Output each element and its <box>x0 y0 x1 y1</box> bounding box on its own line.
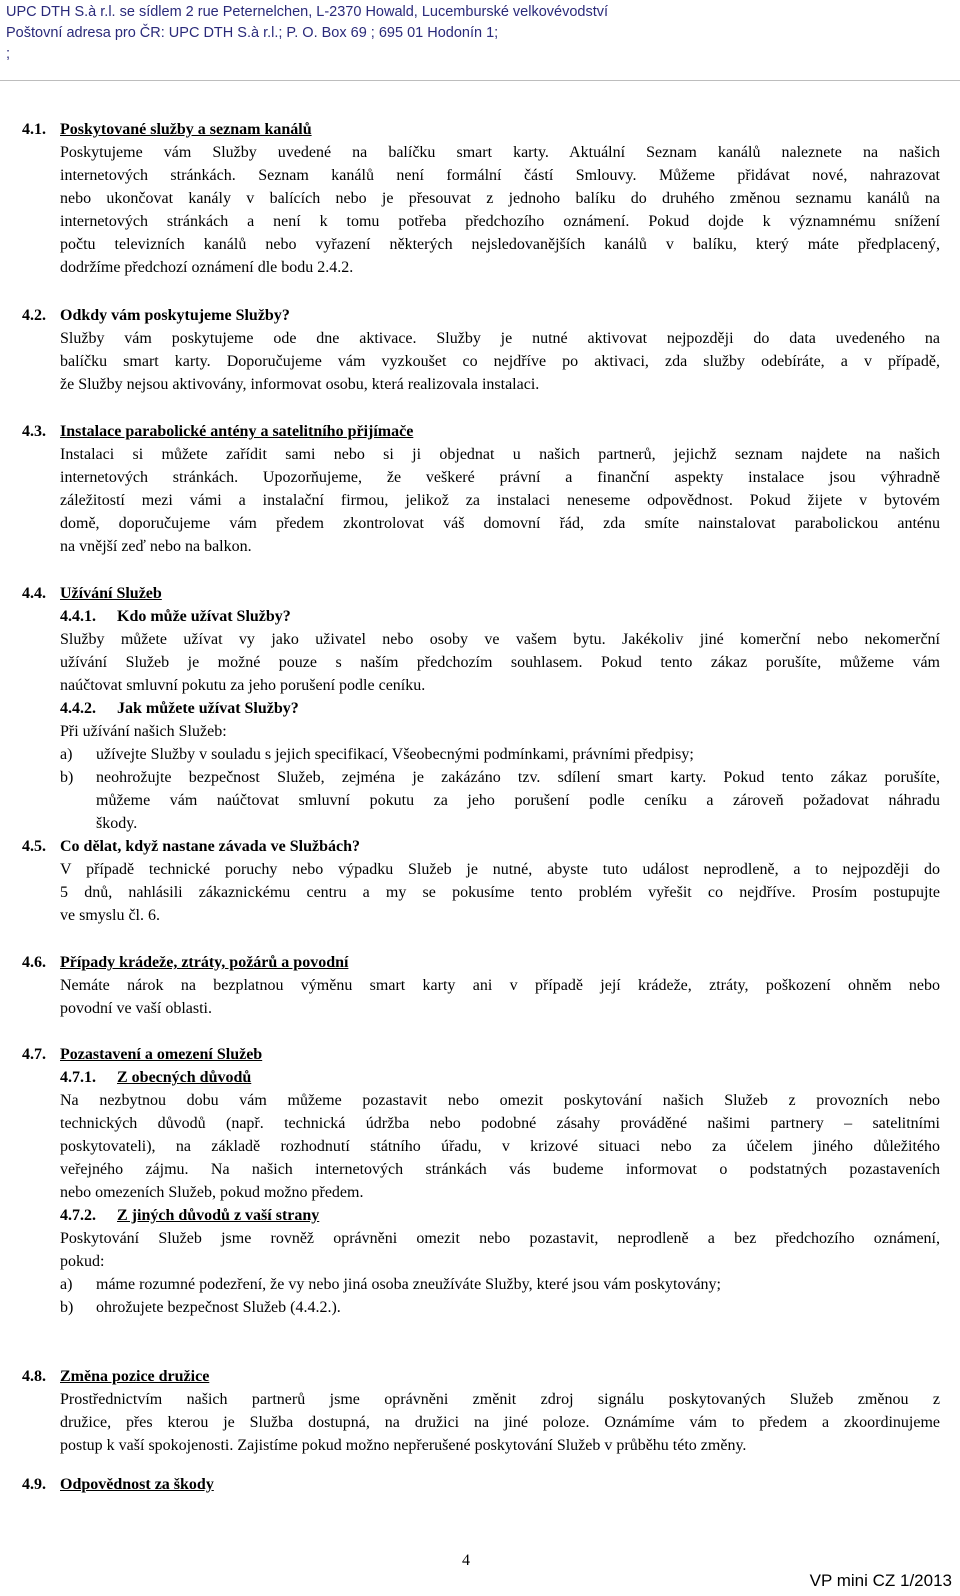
text-line: Prostřednictvím našich partnerů jsme oprávněni změnit zdroj signálu poskytovaných Služeb změnou z <box>60 1391 940 1408</box>
section-4-4-2-number: 4.4.2. <box>60 700 96 717</box>
list-item-a: máme rozumné podezření, že vy nebo jiná osoba zneužíváte Služby, které jsou vám poskytovány; <box>96 1276 721 1293</box>
text-line: internetových stránkách a není k tomu potřeba předchozího oznámení. Pokud dojde k významnému snížení <box>60 213 940 230</box>
section-4-7-title: Pozastavení a omezení Služeb <box>60 1046 263 1063</box>
section-4-6-number: 4.6. <box>22 954 46 971</box>
text-line: Služby vám poskytujeme ode dne aktivace. Služby je nutné aktivovat nejpozději do data uvedeného na <box>60 330 940 347</box>
section-4-2-body <box>60 327 940 396</box>
section-4-5-number: 4.5. <box>22 838 46 855</box>
section-4-1-number: 4.1. <box>22 121 46 138</box>
list-label-a: a) <box>60 746 73 763</box>
section-4-3-body <box>60 443 940 558</box>
section-4-7-1-body <box>60 1089 940 1204</box>
text-line: neohrožujte bezpečnost Služeb, zejména je zakázáno tzv. sdílení smart karty. Pokud tento zákaz porušíte, <box>96 769 940 786</box>
document-code: VP mini CZ 1/2013 <box>809 1571 952 1590</box>
text-line: Poskytování Služeb jsme rovněž oprávněni omezit nebo pozastavit, neprodleně a bez předchozího oznámení, <box>60 1230 940 1247</box>
section-4-7-2-body <box>60 1227 940 1273</box>
section-4-4-1-number: 4.4.1. <box>60 608 96 625</box>
section-4-5-title: Co dělat, když nastane závada ve Službách? <box>60 838 361 855</box>
section-4-1-title: Poskytované služby a seznam kanálů <box>60 121 312 138</box>
section-4-4-2-intro: Při užívání našich Služeb: <box>60 723 227 740</box>
section-4-6-body <box>60 974 940 1020</box>
text-line: poskytovateli), na základě rozhodnutí státního úřadu, v krizové situaci nebo za účelem jiného důležitého <box>60 1138 940 1155</box>
text-line: Instalaci si můžete zařídit sami nebo si ji objednat u našich partnerů, jejichž seznam najdete na našich <box>60 446 940 463</box>
list-label-a: a) <box>60 1276 73 1293</box>
section-4-8-title: Změna pozice družice <box>60 1368 210 1385</box>
section-4-4-2-title: Jak můžete užívat Služby? <box>117 700 299 717</box>
section-4-8-number: 4.8. <box>22 1368 46 1385</box>
section-4-4-1-title: Kdo může užívat Služby? <box>117 608 291 625</box>
section-4-7-number: 4.7. <box>22 1046 46 1063</box>
text-line: Poskytujeme vám Služby uvedené na balíčku smart karty. Aktuální Seznam kanálů naleznete na našich <box>60 144 940 161</box>
section-4-5-body <box>60 858 940 927</box>
text-line: V případě technické poruchy nebo výpadku Služeb je nutné, abyste tuto událost neprodleně, a to nejpozději do <box>60 861 940 878</box>
text-line: dodržíme předchozí oznámení dle bodu 2.4.2. <box>60 259 354 276</box>
text-line: 5 dnů, nahlásili zákaznickému centru a my se pokusíme tento problém vyřešit co nejdříve. Prosím postupujte <box>60 884 940 901</box>
section-4-6-title: Případy krádeže, ztráty, požárů a povodní <box>60 954 349 971</box>
text-line: nebo ukončovat kanály v balících nebo je přesouvat z jednoho balíku do druhého změnou seznamu kanálů na <box>60 190 940 207</box>
section-4-2-number: 4.2. <box>22 307 46 324</box>
section-4-7-1-title: Z obecných důvodů <box>117 1069 252 1086</box>
list-item-b <box>96 766 940 835</box>
list-label-b: b) <box>60 769 74 786</box>
section-4-4-title: Užívání Služeb <box>60 585 162 602</box>
text-line: užívání Služeb je možné pouze s naším předchozím souhlasem. Pokud tento zákaz porušíte, můžeme vám <box>60 654 940 671</box>
section-4-3-number: 4.3. <box>22 423 46 440</box>
text-line: balíčku smart karty. Doporučujeme vám vyzkoušet co nejdříve po aktivaci, zda služby odebíráte, a v případě, <box>60 353 940 370</box>
text-line: Služby můžete užívat vy jako uživatel nebo osoby ve vašem bytu. Jakékoliv jiné komerční nebo nekomerční <box>60 631 940 648</box>
text-line: internetových stránkách. Seznam kanálů není formální částí Smlouvy. Můžeme přidávat nové, nahrazovat <box>60 167 940 184</box>
page-number: 4 <box>462 1552 470 1569</box>
header-postal-line: Poštovní adresa pro ČR: UPC DTH S.à r.l.; P. O. Box 69 ; 695 01 Hodonín 1; <box>6 25 499 41</box>
text-line: nebo omezeních Služeb, pokud možno předem. <box>60 1184 364 1201</box>
text-line: Na nezbytnou dobu vám můžeme pozastavit nebo omezit poskytování našich Služeb z provozních nebo <box>60 1092 940 1109</box>
text-line: že Služby nejsou aktivovány, informovat osobu, která realizovala instalaci. <box>60 376 540 393</box>
text-line: naúčtovat smluvní pokutu za jeho porušení podle ceníku. <box>60 677 426 694</box>
text-line: povodní ve vaší oblasti. <box>60 1000 212 1017</box>
text-line: pokud: <box>60 1253 105 1270</box>
text-line: ve smyslu čl. 6. <box>60 907 160 924</box>
section-4-4-number: 4.4. <box>22 585 46 602</box>
section-4-7-2-title: Z jiných důvodů z vaší strany <box>117 1207 320 1224</box>
section-4-7-2-number: 4.7.2. <box>60 1207 96 1224</box>
text-line: počtu televizních kanálů nebo vyřazení některých nejsledovanějších kanálů v balíku, který máte předplacený, <box>60 236 940 253</box>
list-item-b: ohrožujete bezpečnost Služeb (4.4.2.). <box>96 1299 341 1316</box>
section-4-9-title: Odpovědnost za škody <box>60 1476 214 1493</box>
header-divider <box>0 80 960 81</box>
text-line: domě, doporučujeme vám předem zkontrolovat váš domovní řád, zda smíte nainstalovat parabolickou anténu <box>60 515 940 532</box>
section-4-8-body <box>60 1388 940 1457</box>
header-company-line: UPC DTH S.à r.l. se sídlem 2 rue Peternelchen, L-2370 Howald, Lucemburské velkovévodství <box>6 4 609 20</box>
section-4-3-title: Instalace parabolické antény a satelitního přijímače <box>60 423 414 440</box>
section-4-4-1-body <box>60 628 940 697</box>
list-item-a: užívejte Služby v souladu s jejich specifikací, Všeobecnými podmínkami, právními předpisy; <box>96 746 694 763</box>
text-line: záležitostí mezi vámi a instalační firmou, jelikož za instalaci neneseme odpovědnost. Pokud žijete v bytovém <box>60 492 940 509</box>
section-4-9-number: 4.9. <box>22 1476 46 1493</box>
text-line: technických důvodů (např. technická údržba nebo podobné zásahy prováděné našimi partnery – satelitními <box>60 1115 940 1132</box>
header-extra-line: ; <box>6 46 11 62</box>
text-line: Nemáte nárok na bezplatnou výměnu smart karty ani v případě její krádeže, ztráty, poškození ohněm nebo <box>60 977 940 994</box>
text-line: internetových stránkách. Upozorňujeme, že veškeré právní a finanční aspekty instalace jsou výhradně <box>60 469 940 486</box>
document-header <box>6 2 608 65</box>
text-line: družice, přes kterou je Služba dostupná, na družici na jiné poloze. Oznámíme vám to předem a zkoordinujeme <box>60 1414 940 1431</box>
section-4-2-title: Odkdy vám poskytujeme Služby? <box>60 307 290 324</box>
text-line: na vnější zeď nebo na balkon. <box>60 538 252 555</box>
list-label-b: b) <box>60 1299 74 1316</box>
section-4-1-body <box>60 141 940 279</box>
text-line: veřejného zájmu. Na našich internetových stránkách vás budeme informovat o podstatných pozastaveních <box>60 1161 940 1178</box>
text-line: škody. <box>96 815 138 832</box>
section-4-7-1-number: 4.7.1. <box>60 1069 96 1086</box>
text-line: postup k vaší spokojenosti. Zajistíme pokud možno nepřerušené poskytování Služeb v průběhu této změny. <box>60 1437 747 1454</box>
text-line: můžeme vám naúčtovat smluvní pokutu za jeho porušení podle ceníku a zároveň požadovat náhradu <box>96 792 940 809</box>
